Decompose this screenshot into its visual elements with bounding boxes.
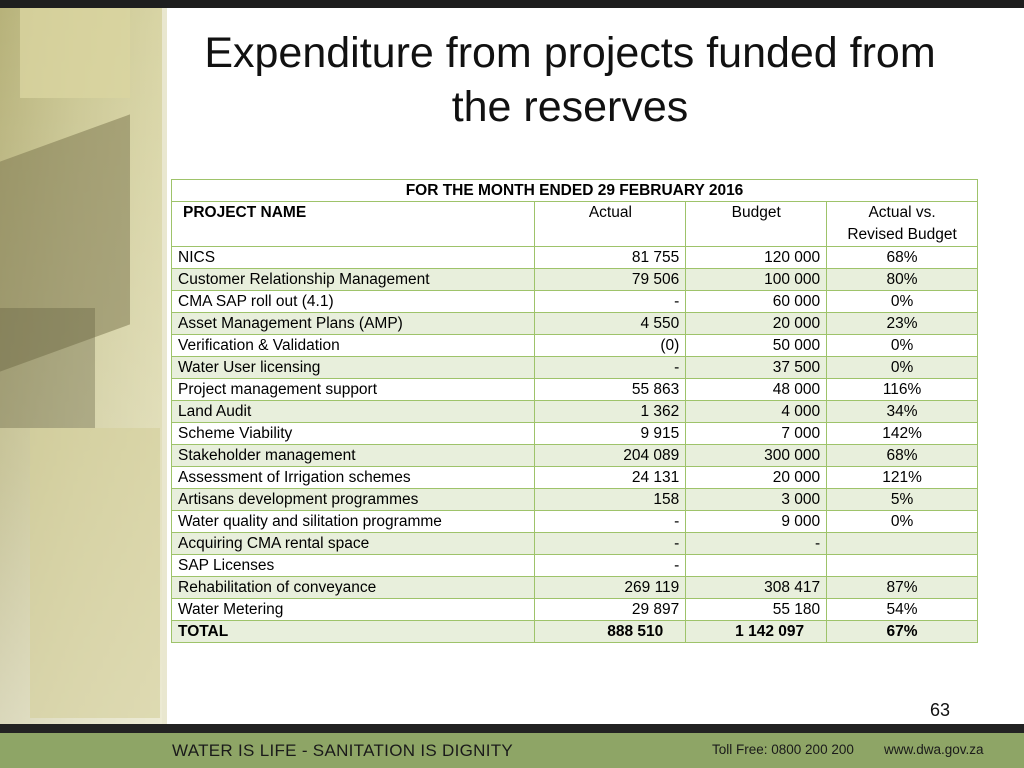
percent-cell: 0%: [827, 357, 978, 379]
header-row: [172, 202, 978, 247]
budget-cell: 1 142 097: [686, 621, 827, 643]
percent-cell: [827, 533, 978, 555]
budget-cell: [686, 555, 827, 577]
table-row: [172, 401, 978, 423]
header-actual-vs-line2: Revised Budget: [847, 226, 957, 243]
table-row: [172, 269, 978, 291]
table-row: [172, 247, 978, 269]
budget-cell: 7 000: [686, 423, 827, 445]
project-name-cell: Rehabilitation of conveyance: [172, 577, 535, 599]
percent-cell: 142%: [827, 423, 978, 445]
table-row: [172, 577, 978, 599]
project-name-cell: SAP Licenses: [172, 555, 535, 577]
project-name-cell: Assessment of Irrigation schemes: [172, 467, 535, 489]
budget-cell: 20 000: [686, 467, 827, 489]
table-row: [172, 533, 978, 555]
table-row: [172, 489, 978, 511]
project-name-cell: Acquiring CMA rental space: [172, 533, 535, 555]
side-photo-image: [0, 8, 167, 724]
percent-cell: 116%: [827, 379, 978, 401]
actual-cell: 55 863: [535, 379, 686, 401]
budget-cell: 60 000: [686, 291, 827, 313]
percent-cell: 0%: [827, 291, 978, 313]
percent-cell: 67%: [827, 621, 978, 643]
actual-cell: 158: [535, 489, 686, 511]
budget-cell: 120 000: [686, 247, 827, 269]
project-name-cell: Stakeholder management: [172, 445, 535, 467]
table-row: [172, 599, 978, 621]
project-name-cell: TOTAL: [172, 621, 535, 643]
project-name-cell: CMA SAP roll out (4.1): [172, 291, 535, 313]
photo-wall: [30, 428, 160, 718]
budget-cell: 9 000: [686, 511, 827, 533]
header-actual: Actual: [535, 202, 686, 247]
budget-cell: 20 000: [686, 313, 827, 335]
total-row: [172, 621, 978, 643]
project-name-cell: Land Audit: [172, 401, 535, 423]
percent-cell: 68%: [827, 445, 978, 467]
project-name-cell: Customer Relationship Management: [172, 269, 535, 291]
header-project-name: PROJECT NAME: [172, 202, 535, 247]
table-row: [172, 291, 978, 313]
footer-slogan: WATER IS LIFE - SANITATION IS DIGNITY: [172, 741, 514, 760]
table-row: [172, 379, 978, 401]
percent-cell: 0%: [827, 511, 978, 533]
actual-cell: 204 089: [535, 445, 686, 467]
project-name-cell: Water User licensing: [172, 357, 535, 379]
footer-toll-free: Toll Free: 0800 200 200: [712, 742, 854, 757]
actual-cell: -: [535, 357, 686, 379]
percent-cell: 87%: [827, 577, 978, 599]
percent-cell: 23%: [827, 313, 978, 335]
percent-cell: 80%: [827, 269, 978, 291]
project-name-cell: Water Metering: [172, 599, 535, 621]
table-row: [172, 555, 978, 577]
project-name-cell: NICS: [172, 247, 535, 269]
actual-cell: 269 119: [535, 577, 686, 599]
footer-stripe: [0, 724, 1024, 733]
footer-website: www.dwa.gov.za: [884, 742, 984, 757]
project-name-cell: Artisans development programmes: [172, 489, 535, 511]
actual-cell: 24 131: [535, 467, 686, 489]
table-row: [172, 467, 978, 489]
budget-cell: 4 000: [686, 401, 827, 423]
slide-title: Expenditure from projects funded from the reserves: [204, 29, 936, 131]
table-row: [172, 313, 978, 335]
period-row: [172, 180, 978, 202]
table-row: [172, 335, 978, 357]
period-heading: FOR THE MONTH ENDED 29 FEBRUARY 2016: [172, 180, 978, 202]
project-name-cell: Verification & Validation: [172, 335, 535, 357]
actual-cell: 4 550: [535, 313, 686, 335]
table-row: [172, 357, 978, 379]
actual-cell: 1 362: [535, 401, 686, 423]
percent-cell: 68%: [827, 247, 978, 269]
actual-cell: 29 897: [535, 599, 686, 621]
table-row: [172, 423, 978, 445]
top-border: [0, 0, 1024, 8]
actual-cell: 9 915: [535, 423, 686, 445]
percent-cell: 54%: [827, 599, 978, 621]
photo-highlight: [20, 8, 130, 98]
percent-cell: 5%: [827, 489, 978, 511]
header-budget: Budget: [686, 202, 827, 247]
budget-cell: 55 180: [686, 599, 827, 621]
table-row: [172, 511, 978, 533]
project-name-cell: Project management support: [172, 379, 535, 401]
actual-cell: 81 755: [535, 247, 686, 269]
percent-cell: 121%: [827, 467, 978, 489]
actual-cell: 79 506: [535, 269, 686, 291]
page-number: 63: [930, 700, 951, 720]
actual-cell: -: [535, 511, 686, 533]
header-actual-vs-line1: Actual vs.: [868, 204, 936, 221]
budget-cell: 308 417: [686, 577, 827, 599]
expenditure-table: [171, 179, 978, 643]
budget-cell: 300 000: [686, 445, 827, 467]
project-name-cell: Water quality and silitation programme: [172, 511, 535, 533]
actual-cell: -: [535, 555, 686, 577]
footer-bar: [0, 724, 1024, 768]
budget-cell: 37 500: [686, 357, 827, 379]
actual-cell: 888 510: [535, 621, 686, 643]
actual-cell: (0): [535, 335, 686, 357]
percent-cell: 34%: [827, 401, 978, 423]
percent-cell: [827, 555, 978, 577]
table-row: [172, 445, 978, 467]
photo-shadow-lower: [0, 308, 95, 428]
project-name-cell: Asset Management Plans (AMP): [172, 313, 535, 335]
actual-cell: -: [535, 291, 686, 313]
budget-cell: 50 000: [686, 335, 827, 357]
actual-cell: -: [535, 533, 686, 555]
header-actual-vs-budget: [827, 202, 978, 247]
project-name-cell: Scheme Viability: [172, 423, 535, 445]
budget-cell: 48 000: [686, 379, 827, 401]
budget-cell: 3 000: [686, 489, 827, 511]
budget-cell: 100 000: [686, 269, 827, 291]
photo-edge: [162, 8, 167, 724]
percent-cell: 0%: [827, 335, 978, 357]
budget-cell: -: [686, 533, 827, 555]
